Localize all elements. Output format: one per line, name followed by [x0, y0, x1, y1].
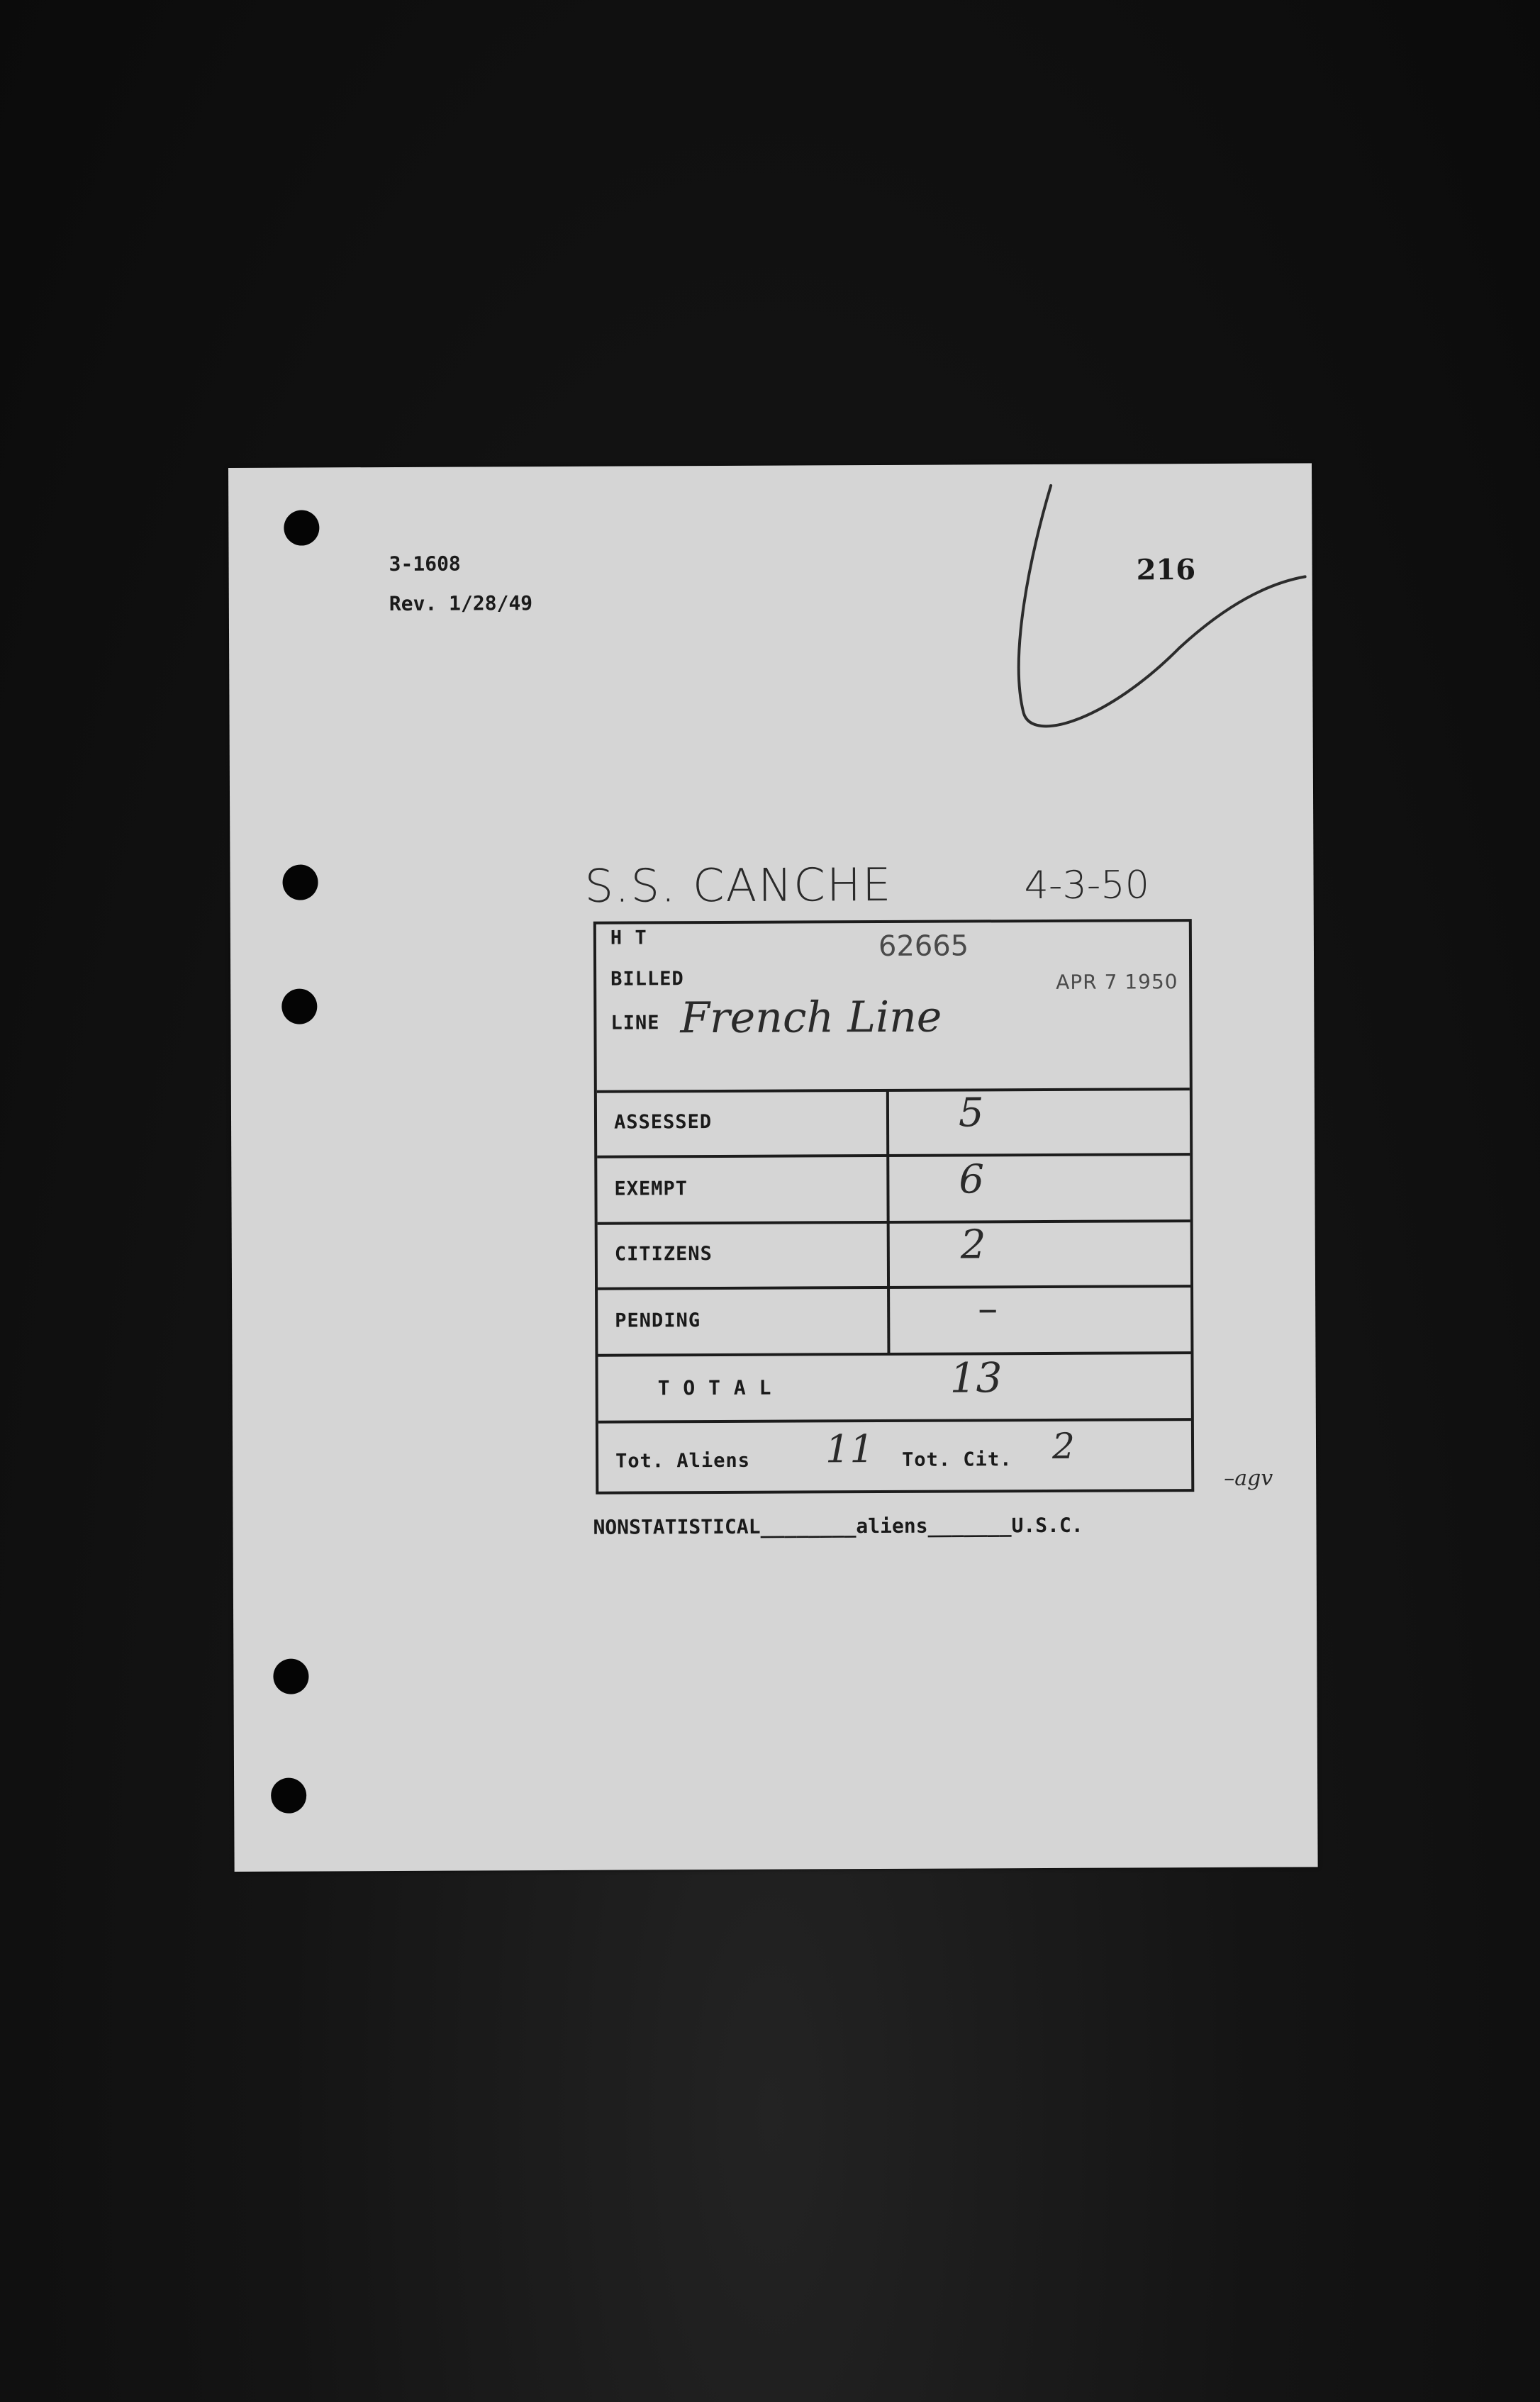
ht-number: 62665 [878, 929, 969, 963]
nonstatistical-line: NONSTATISTICAL________aliens_______U.S.C. [593, 1513, 1083, 1539]
document-page [228, 463, 1318, 1872]
row-label: EXEMPT [614, 1178, 688, 1200]
clerk-initials: –agv [1224, 1465, 1273, 1491]
form-number: 3-1608 [389, 552, 461, 576]
rule-after-pending [598, 1351, 1190, 1357]
row-label: PENDING [615, 1309, 701, 1332]
billed-date-stamp: APR 7 1950 [1056, 970, 1178, 994]
page-number: 216 [1136, 553, 1196, 587]
tot-cit-label: Tot. Cit. [902, 1448, 1012, 1471]
line-label: LINE [610, 1012, 660, 1034]
row-label: CITIZENS [614, 1243, 713, 1266]
total-label: T O T A L [657, 1375, 772, 1400]
vessel-name: S.S. CANCHE [584, 859, 893, 913]
row-value: 6 [959, 1156, 985, 1203]
passenger-summary-form [593, 919, 1195, 1495]
row-label: ASSESSED [613, 1111, 713, 1134]
ht-label: H T [610, 927, 647, 949]
column-divider [886, 1089, 891, 1354]
tot-cit-value: 2 [1051, 1425, 1075, 1467]
total-value: 13 [949, 1353, 1003, 1402]
binder-hole-2 [282, 864, 318, 900]
form-revision: Rev. 1/28/49 [389, 591, 533, 616]
row-value: 5 [958, 1090, 984, 1136]
binder-hole-3 [281, 988, 317, 1024]
tot-aliens-label: Tot. Aliens [615, 1449, 750, 1473]
tot-aliens-value: 11 [825, 1426, 874, 1472]
line-value: French Line [680, 992, 942, 1044]
binder-hole-5 [271, 1778, 306, 1814]
check-mark-stroke [966, 477, 1307, 748]
rule-after-assessed [597, 1153, 1190, 1158]
row-value: 2 [960, 1222, 986, 1268]
arrival-date: 4-3-50 [1024, 862, 1150, 908]
rule-after-header [597, 1088, 1190, 1093]
billed-label: BILLED [610, 968, 684, 990]
rule-after-total [598, 1418, 1191, 1424]
binder-hole-4 [273, 1659, 308, 1694]
binder-hole-1 [284, 510, 319, 545]
row-value: – [978, 1285, 998, 1332]
rule-after-exempt [598, 1219, 1190, 1225]
rule-after-citizens [598, 1285, 1190, 1290]
